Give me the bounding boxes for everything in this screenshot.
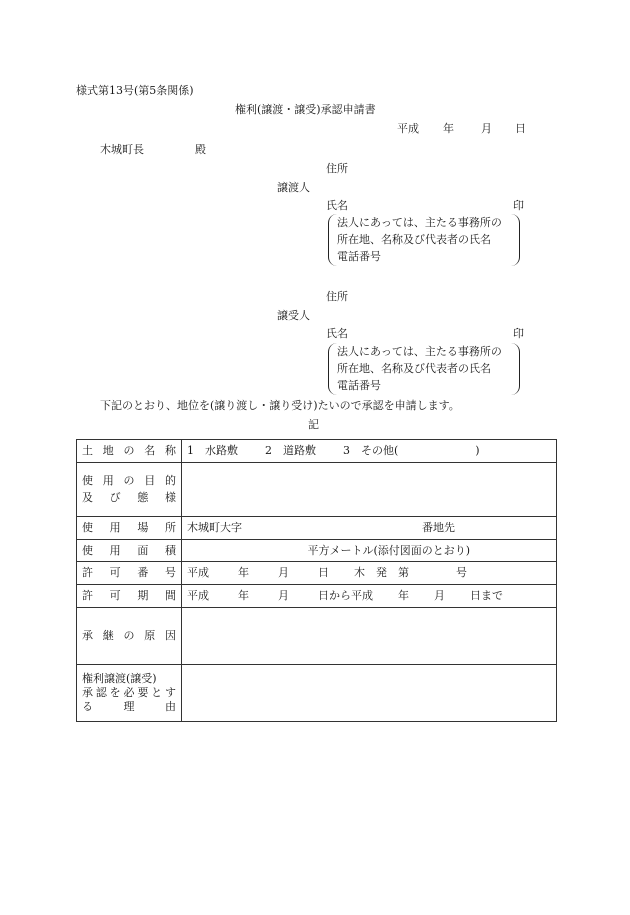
label-char: 地 (102, 444, 114, 457)
transferor-note-line1: 法人にあっては、主たる事務所の (337, 216, 502, 229)
permit-period-year: 年 (238, 589, 249, 602)
permit-period-label (77, 585, 182, 608)
label-char: 番 (137, 566, 149, 579)
land-option-road[interactable]: 2 道路敷 (265, 444, 316, 457)
permit-period-from: 日から平成 (318, 589, 373, 602)
permit-period-month2: 月 (434, 589, 445, 602)
document-title: 権利(譲渡・譲受)承認申請書 (235, 103, 376, 116)
location-value[interactable] (182, 517, 557, 540)
label-char: 使 (82, 474, 93, 487)
label-char: 許 (82, 589, 93, 602)
label-char: 由 (165, 700, 176, 713)
label-char: 使 (82, 521, 93, 534)
label-char: す (164, 686, 176, 699)
label-char: の (123, 444, 135, 457)
label-char: 可 (109, 566, 121, 579)
permit-number-go: 号 (456, 566, 467, 579)
row-succession-cause (77, 608, 557, 665)
transferor-name-label: 氏名 (326, 199, 348, 212)
label-char: 土 (82, 444, 93, 457)
addressee: 木城町長 (100, 143, 144, 156)
purpose-label (77, 463, 182, 517)
transferor-role: 譲渡人 (277, 181, 310, 194)
label-char: 様 (164, 491, 176, 504)
label-char: る (82, 700, 93, 713)
honorific: 殿 (195, 143, 206, 156)
ki-label: 記 (308, 418, 319, 431)
label-char: 用 (109, 543, 121, 557)
label-char: 必 (123, 686, 135, 699)
location-lot: 番地先 (422, 521, 455, 534)
form-number: 様式第13号(第5条関係) (76, 84, 194, 97)
land-option-other-close: ) (475, 444, 480, 457)
permit-number-value[interactable] (182, 562, 557, 585)
transferee-name-label: 氏名 (326, 327, 348, 340)
label-char: 承 (82, 686, 93, 699)
transferor-phone-label: 電話番号 (337, 250, 381, 263)
reason-label-line1: 権利譲渡(譲受) (82, 672, 157, 685)
label-char: 期 (137, 589, 149, 602)
label-char: 用 (109, 521, 121, 534)
reason-value[interactable] (182, 665, 557, 722)
permit-period-year2: 年 (398, 589, 409, 602)
label-char: 使 (82, 543, 93, 557)
transferee-phone-label: 電話番号 (337, 379, 381, 392)
date-day: 日 (515, 122, 526, 135)
label-char: 承 (82, 629, 93, 642)
transferee-note-line2: 所在地、名称及び代表者の氏名 (337, 362, 491, 375)
label-char: 目 (144, 474, 156, 487)
label-char: 要 (137, 686, 149, 699)
row-reason (77, 665, 557, 722)
label-char: の (123, 629, 135, 642)
label-char: 及 (82, 491, 93, 504)
permit-number-issuer: 木 発 第 (354, 566, 409, 579)
purpose-value[interactable] (182, 463, 557, 517)
area-label (77, 540, 182, 562)
transferor-seal: 印 (513, 199, 524, 212)
transferee-role: 譲受人 (277, 309, 310, 322)
date-era: 平成 (397, 122, 419, 135)
label-char: 許 (82, 566, 93, 579)
land-name-label (77, 440, 182, 463)
row-purpose (77, 463, 557, 517)
transferee-note-line1: 法人にあっては、主たる事務所の (337, 345, 502, 358)
land-name-value[interactable] (182, 440, 557, 463)
date-year: 年 (443, 122, 454, 135)
label-char: 理 (123, 700, 135, 713)
permit-period-era: 平成 (187, 589, 209, 602)
label-char: 号 (164, 566, 176, 579)
label-char: 因 (165, 629, 176, 642)
label-char: 積 (164, 543, 176, 557)
permit-number-day: 日 (318, 566, 329, 579)
row-permit-period (77, 585, 557, 608)
label-char: 称 (165, 444, 176, 457)
label-char: 場 (137, 521, 149, 534)
succession-cause-value[interactable] (182, 608, 557, 665)
permit-period-until: 日まで (470, 589, 503, 602)
area-value[interactable] (182, 540, 557, 562)
label-char: の (123, 474, 135, 487)
label-char: と (151, 686, 163, 699)
location-town: 木城町大字 (187, 521, 242, 534)
permit-number-month: 月 (278, 566, 289, 579)
label-char: 的 (165, 474, 176, 487)
area-unit: 平方メートル(添付図面のとおり) (307, 543, 471, 557)
permit-number-label (77, 562, 182, 585)
land-option-other[interactable]: 3 その他( (343, 444, 399, 457)
transferee-seal: 印 (513, 327, 524, 340)
succession-cause-label (77, 608, 182, 665)
label-char: 名 (144, 444, 156, 457)
permit-number-era: 平成 (187, 566, 209, 579)
transferee-address-label: 住所 (326, 290, 348, 303)
permit-number-year: 年 (238, 566, 249, 579)
date-month: 月 (481, 122, 492, 135)
statement: 下記のとおり、地位を(譲り渡し・譲り受け)たいので承認を申請します。 (100, 399, 460, 412)
transferor-note-line2: 所在地、名称及び代表者の氏名 (337, 233, 491, 246)
row-area (77, 540, 557, 562)
application-table (76, 439, 557, 722)
transferor-address-label: 住所 (326, 162, 348, 175)
row-land-name (77, 440, 557, 463)
label-char: 間 (164, 589, 176, 602)
label-char: を (109, 686, 121, 699)
label-char: 継 (102, 629, 114, 642)
label-char: 所 (164, 521, 176, 534)
label-char: 原 (144, 629, 156, 642)
label-char: 可 (109, 589, 121, 602)
reason-label (77, 665, 182, 722)
permit-period-value[interactable] (182, 585, 557, 608)
label-char: 認 (95, 686, 107, 699)
location-label (77, 517, 182, 540)
label-char: 面 (137, 543, 149, 557)
row-permit-number (77, 562, 557, 585)
permit-period-month: 月 (278, 589, 289, 602)
land-option-waterway[interactable]: 1 水路敷 (187, 444, 238, 457)
row-location (77, 517, 557, 540)
label-char: び (109, 491, 121, 504)
label-char: 態 (137, 491, 149, 504)
label-char: 用 (102, 474, 114, 487)
